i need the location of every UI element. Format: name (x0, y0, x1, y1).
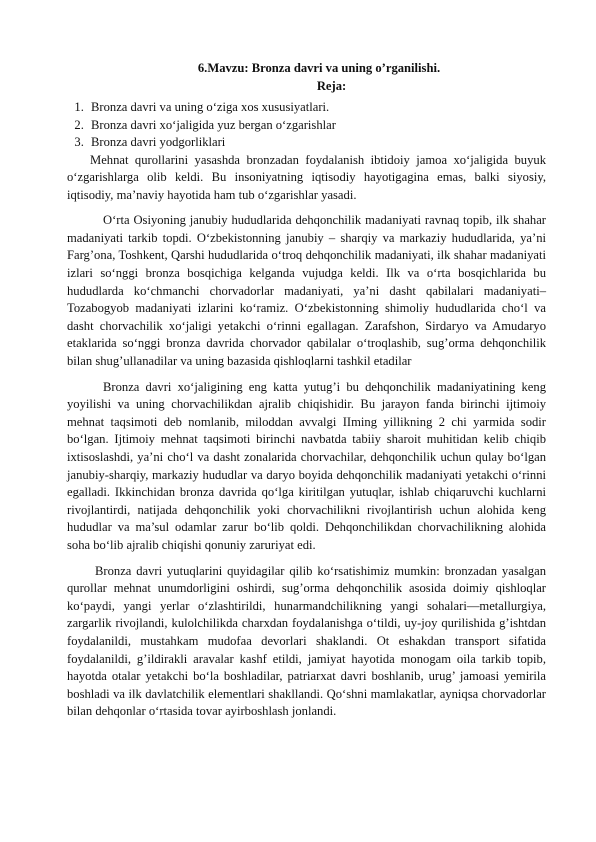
paragraph: Mehnat qurollarini yasashda bronzadan foydalanish ibtidoiy jamoa xo‘jaligida buyuk o‘zgarishlarga olib keldi. Bu insoniyatning iqtisodiy hayotigagina emas, balki siyosiy, iqtisodiy, ma’naviy hayotida ham tub o‘zgarishlar yasadi. (67, 152, 546, 202)
document-body (67, 152, 546, 721)
plan-heading: Reja: (316, 79, 347, 93)
paragraph: Bronza davri yutuqlarini quyidagilar qilib ko‘rsatishimiz mumkin: bronzadan yasalgan qurollar mehnat unumdorligini oshirdi, sug’orma dehqonchilik asosida doimiy qishloqlar ko‘paydi, yangi yerlar o‘zlashtirildi, hunarmandchilikning yangi sohalari—metallurgiya, zargarlik rivojlandi, kulolchilikda charxdan foydalanishga o‘tildi, uy-joy qurilishida g’ishtdan foydalanildi, mustahkam mudofaa devorlari shaklandi. Ot eshakdan transport sifatida foydalanildi, g’ildirakli aravalar kashf etildi, jamiyat hayotida monogam oila tarkib topib, hayotda otalar yetakchi bo‘la boshladilar, patriarxat davri boshlanib, urug’ jamoasi yemirila boshladi va ilk davlatchilik elementlari shakllandi. Qo‘shni mamlakatlar, ayniqsa chorvadorlar bilan dehqonlar o‘rtasida tovar ayirboshlash jonlandi. (67, 563, 546, 719)
document-title: 6.Mavzu: Bronza davri va uning o’rganilishi. (197, 61, 441, 75)
plan-item: 1. Bronza davri va uning o‘ziga xos xususiyatlari. (87, 99, 546, 117)
paragraph: O‘rta Osiyoning janubiy hududlarida dehqonchilik madaniyati ravnaq topib, ilk shahar madaniyati tarkib topdi. O‘zbekistonning janubiy – sharqiy va markaziy hududlarida, ya’ni Farg’ona, Toshkent, Qarshi hududlarida o‘troq dehqonchilik madaniyati, ilk shahar madaniyati izlari so‘nggi bronza bosqichiga kelganda vujudga keldi. Ilk va o‘rta bosqichlarida bu hududlarda ko‘chmanchi chorvadorlar madaniyati, ya’ni dasht qabilalari madaniyati–Tozabogyob madaniyati izlarini ko‘ramiz. O‘zbekistonning shimoliy hududlarida cho‘l va dasht chorvachilik xo‘jaligi yetakchi o‘rinni egallagan. Zarafshon, Sirdaryo va Amudaryo etaklarida so‘nggi bronza davrida chorvador qabilalar o‘troqlashib, sug’orma dehqonchilik bilan shug’ullanadilar va uning bazasida qishloqlarni tashkil etadilar (67, 213, 546, 369)
plan-item: 3. Bronza davri yodgorliklari (87, 134, 546, 152)
plan-item: 2. Bronza davri xo‘jaligida yuz bergan o‘zgarishlar (87, 117, 546, 135)
plan-list (67, 99, 546, 152)
paragraph: Bronza davri xo‘jaligining eng katta yutug’i bu dehqonchilik madaniyatining keng yoyilishi va uning chorvachilikdan ajralib chiqishidir. Bu jarayon fanda birinchi ijtimoiy mehnat taqsimoti deb nomlanib, miloddan avvalgi IIming yillikning 2 chi yarmida sodir bo‘lgan. Ijtimoiy mehnat taqsimoti birinchi navbatda tabiiy sharoit muhitidan kelib chiqib ixtisoslashdi, ya’ni cho‘l va dasht zonalarida chorvachilar, dehqonchilik uchun qulay bo‘lgan janubiy-sharqiy, markaziy hududlar va daryo boyida dehqonchilik madaniyati yetakchi o‘rinni egalladi. Ikkinchidan bronza davrida qo‘lga kiritilgan yutuqlar, ishlab chiqaruvchi kuchlarni rivojlantirdi, natijada dehqonchilik yoki chorvachilikni rivojlantirish uchun alohida keng hududlar va ma’sul odamlar zarur bo‘lib qoldi. Dehqonchilikdan chorvachilikning alohida soha bo‘lib ajralib chiqishi qonuniy zaruriyat edi. (67, 379, 546, 552)
